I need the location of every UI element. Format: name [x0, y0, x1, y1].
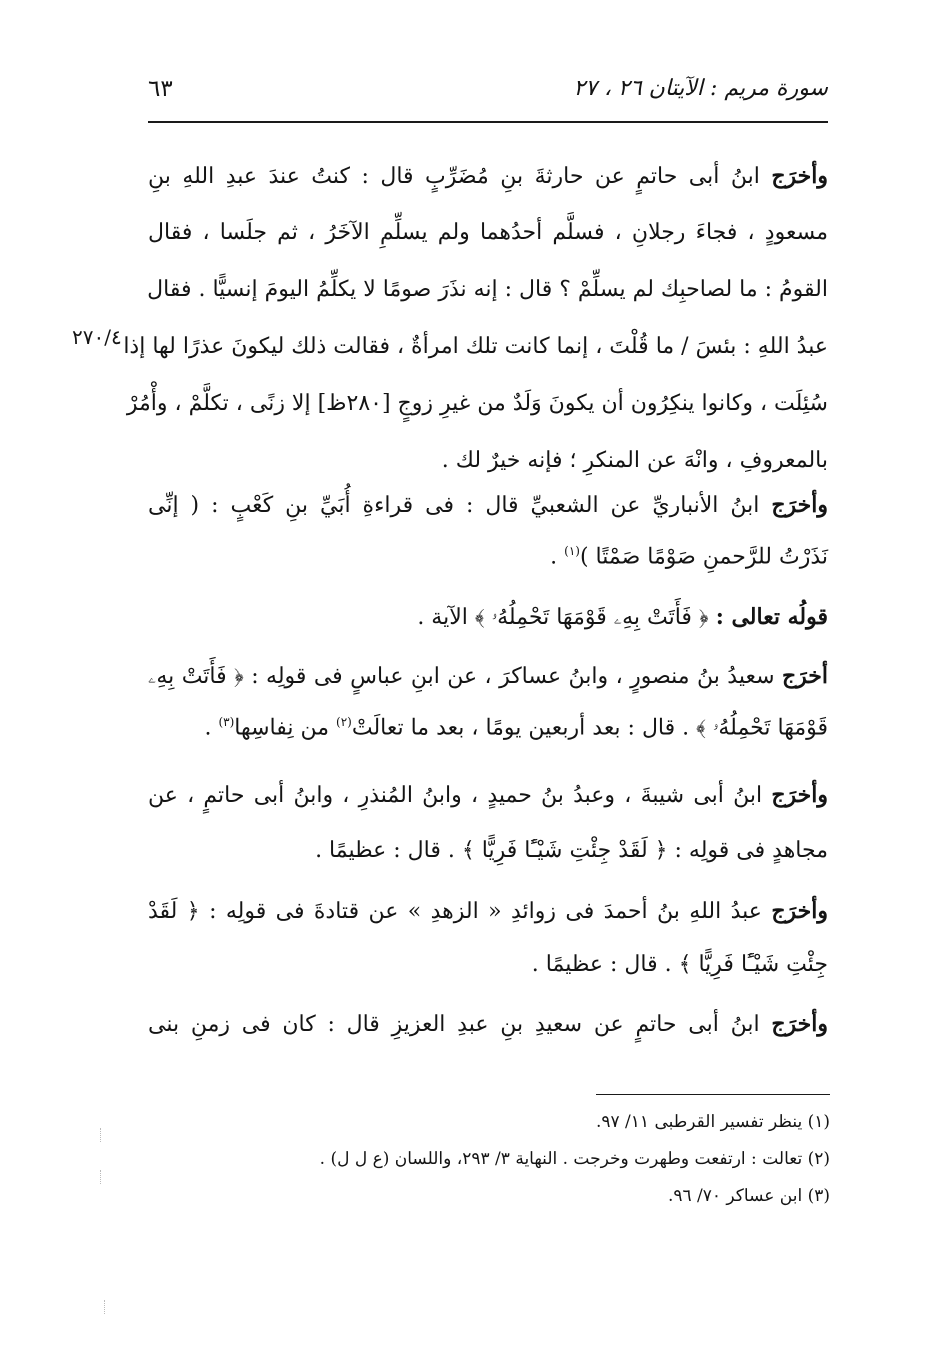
line-text: من نِفاسِها [234, 715, 337, 741]
text-line [148, 448, 828, 473]
line-text: ابنُ أبى حاتمٍ عن حارثةَ بنِ مُضَرِّبٍ قال : كنتُ عندَ عبدِ اللهِ بنِ [148, 164, 772, 189]
lead-word: وأخرَج [771, 492, 828, 518]
paragraph [148, 1011, 828, 1061]
lead-word: أخرَج [781, 663, 828, 689]
paragraph [148, 604, 828, 654]
paragraph [148, 663, 828, 767]
text-line [148, 277, 828, 302]
scan-speck [104, 1300, 107, 1314]
line-text: . [204, 715, 219, 741]
line-text: عبدُ اللهِ : بئسَ / ما قُلْتَ ، إنما كانت تلك امرأةٌ ، فقالت ذلك ليكونَ عذرًا لها إذا [123, 334, 828, 359]
line-text: نَذَرْتُ للرَّحمنِ صَوْمًا صَمْتًا ) [579, 544, 828, 570]
scan-speck [100, 1170, 103, 1184]
lead-word: قولُه تعالى : [715, 604, 828, 630]
text-line [148, 604, 828, 630]
footnote-2: (٢) تعالت : ارتفعت وطهرت وخرجت . النهاية ٣/ ٢٩٣، واللسان (ع ل ل) . [319, 1149, 830, 1169]
line-text: جِئْتِ شَيْـًٔا فَرِيًّا ﴾ . قال : عظيمًا . [531, 952, 828, 977]
line-text: ابنُ أبى شيبةَ ، وعبدُ بنُ حميدٍ ، وابنُ المُنذرِ ، وابنُ أبى حاتمٍ ، عن [148, 783, 772, 808]
text-line [148, 838, 828, 863]
footnote-1: (١) ينظر تفسير القرطبى ١١/ ٩٧. [595, 1112, 830, 1132]
footnote-marker: (١) [564, 544, 580, 558]
footnote-marker: (٢) [336, 715, 352, 729]
lead-word: وأخرَج [771, 898, 828, 924]
line-text: ابنُ الأنباريِّ عن الشعبيِّ قال : فى قراءةِ أُبَيِّ بنِ كَعْبٍ : ( إنِّى [148, 493, 772, 518]
line-text: سعيدُ بنُ منصورٍ ، وابنُ عساكرَ ، عن ابنِ عباسٍ فى قولِه : ﴿ فَأَتَتْ بِهِۦ [148, 664, 782, 689]
running-title: سورة مريم : الآيتان ٢٦ ، ٢٧ [573, 76, 828, 101]
text-line [123, 334, 828, 359]
text-line [148, 492, 828, 518]
margin-reference: ٢٧٠/٤ [72, 325, 122, 349]
text-line [148, 1011, 828, 1037]
line-text: بالمعروفِ ، وانْهَ عن المنكرِ ؛ فإنه خيرٌ لك . [441, 448, 828, 473]
text-line [126, 391, 828, 416]
header-rule [148, 121, 828, 123]
text-line [148, 220, 828, 245]
text-line [148, 952, 828, 977]
line-text: قَوْمَهَا تَحْمِلُهُۥ ﴾ . قال : بعد أربعين يومًا ، بعد ما تعالَتْ [351, 715, 828, 741]
footnote-3: (٣) ابن عساكر ٧٠/ ٩٦. [667, 1186, 830, 1206]
paragraph [123, 163, 828, 505]
text-line [148, 544, 828, 569]
lead-word: وأخرَج [771, 163, 828, 189]
line-text: مسعودٍ ، فجاءَ رجلانِ ، فسلَّم أحدُهما ولم يسلِّمِ الآخَرُ ، ثم جلَسا ، فقال [148, 220, 828, 245]
footnote-marker: (٣) [218, 715, 235, 729]
text-line [148, 163, 828, 189]
page-header [148, 70, 828, 110]
lead-word: وأخرَج [771, 1011, 828, 1037]
line-text: سُئِلَت ، وكانوا ينكِرُون أن يكونَ وَلَدٌ من غيرِ زوجٍ [٢٨٠ظ] إلا زنًى ، تكلَّمْ ، وأْمُرْ [126, 391, 828, 416]
text-line [148, 663, 828, 689]
line-text: عبدُ اللهِ بنُ أحمدَ فى زوائدِ « الزهدِ » عن قتادةَ فى قولِه : ﴿ لَقَدْ [148, 899, 772, 924]
line-text: مجاهدٍ فى قولِه : ﴿ لَقَدْ جِئْتِ شَيْـًٔا فَرِيًّا ﴾ . قال : عظيمًا . [315, 838, 828, 863]
text-line [148, 715, 828, 740]
line-text: ﴿ فَأَتَتْ بِهِۦ قَوْمَهَا تَحْمِلُهُۥ ﴾ الآية . [417, 605, 716, 630]
line-text: ابنُ أبى حاتمٍ عن سعيدِ بنِ عبدِ العزيزِ قال : كان فى زمنِ بنى [148, 1012, 772, 1037]
page-number: ٦٣ [148, 76, 173, 102]
line-text: القومُ : ما لصاحبِك لم يسلِّمْ ؟ قال : إنه نذَرَ صومًا لا يكلِّمُ اليومَ إنسيًّا . فقال [147, 277, 828, 302]
paragraph [148, 782, 828, 894]
line-text: . [550, 544, 565, 570]
scan-speck [100, 1128, 103, 1142]
text-line [148, 898, 828, 924]
paragraph [148, 492, 828, 596]
lead-word: وأخرَج [771, 782, 828, 808]
footnote-rule [596, 1094, 830, 1095]
text-line [148, 782, 828, 808]
paragraph [148, 898, 828, 1006]
